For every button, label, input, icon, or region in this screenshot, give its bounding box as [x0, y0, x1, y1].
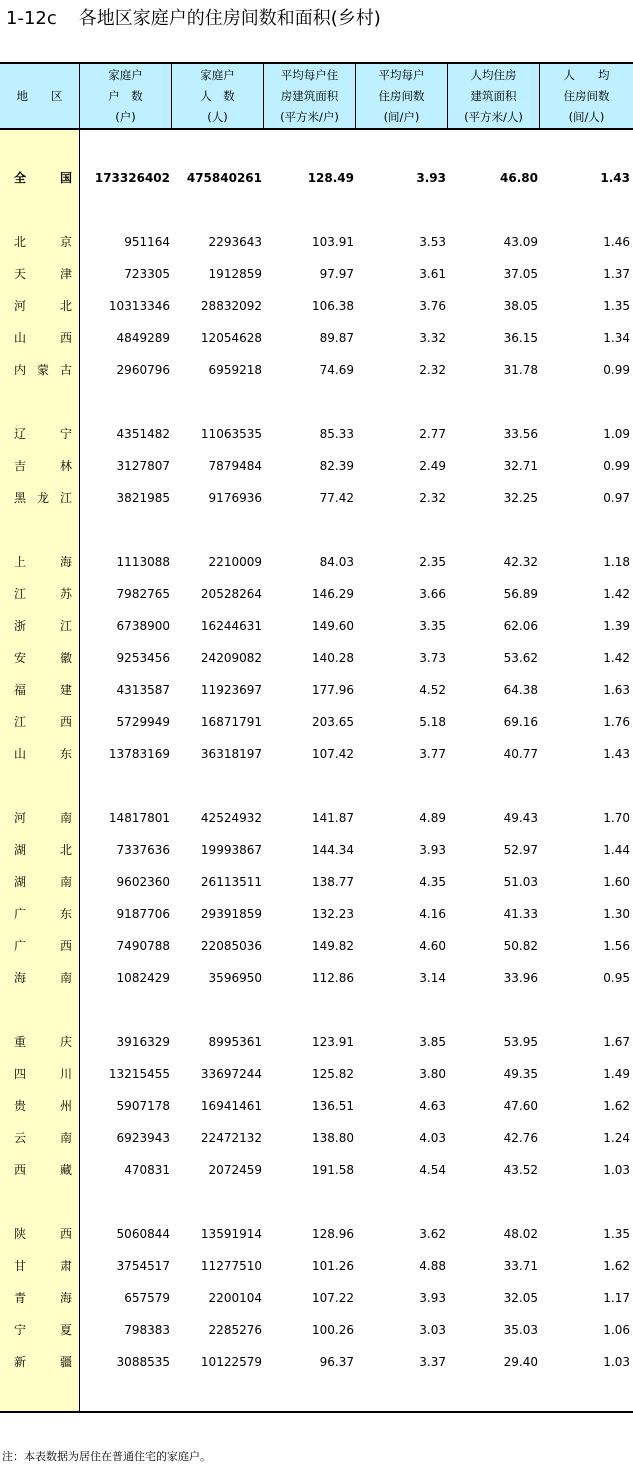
table-row	[0, 866, 633, 898]
households-cell: 13215455	[108, 1067, 170, 1081]
area-per-person-cell: 31.78	[503, 363, 538, 377]
region-name: 浙江	[14, 619, 72, 633]
table-row	[0, 578, 633, 610]
header-region: 地 区	[0, 64, 80, 128]
rooms-per-household-cell: 3.53	[419, 235, 446, 249]
rooms-per-person-cell: 1.37	[603, 267, 630, 281]
area-per-household-cell: 177.96	[312, 683, 354, 697]
region-name: 内蒙古	[14, 363, 72, 377]
area-per-household-cell: 128.96	[312, 1227, 354, 1241]
rooms-per-household-cell: 3.93	[416, 171, 446, 185]
households-cell: 9253456	[116, 651, 170, 665]
region-name: 西藏	[14, 1163, 72, 1177]
persons-cell: 28832092	[200, 299, 262, 313]
area-per-person-cell: 53.62	[503, 651, 538, 665]
rooms-per-person-cell: 1.06	[603, 1323, 630, 1337]
persons-cell: 10122579	[200, 1355, 262, 1369]
area-per-household-cell: 146.29	[312, 587, 354, 601]
persons-cell: 2285276	[208, 1323, 262, 1337]
table-row	[0, 1218, 633, 1250]
table-row	[0, 802, 633, 834]
area-per-household-cell: 107.22	[312, 1291, 354, 1305]
table-header	[0, 62, 633, 130]
region-name: 广东	[14, 907, 72, 921]
rooms-per-household-cell: 3.66	[419, 587, 446, 601]
rooms-per-person-cell: 1.43	[600, 171, 630, 185]
table-row	[0, 1058, 633, 1090]
rooms-per-household-cell: 2.49	[419, 459, 446, 473]
area-per-household-cell: 112.86	[312, 971, 354, 985]
persons-cell: 2200104	[208, 1291, 262, 1305]
rooms-per-household-cell: 3.32	[419, 331, 446, 345]
region-name: 黑龙江	[14, 491, 72, 505]
rooms-per-household-cell: 4.60	[419, 939, 446, 953]
region-name: 湖南	[14, 875, 72, 889]
households-cell: 723305	[124, 267, 170, 281]
area-per-person-cell: 47.60	[503, 1099, 538, 1113]
table-row	[0, 834, 633, 866]
persons-cell: 22085036	[200, 939, 262, 953]
rooms-per-person-cell: 0.99	[603, 363, 630, 377]
area-per-household-cell: 141.87	[312, 811, 354, 825]
households-cell: 3127807	[116, 459, 170, 473]
persons-cell: 3596950	[208, 971, 262, 985]
households-cell: 5060844	[116, 1227, 170, 1241]
rooms-per-household-cell: 3.93	[419, 843, 446, 857]
households-cell: 798383	[124, 1323, 170, 1337]
area-per-household-cell: 123.91	[312, 1035, 354, 1049]
table-row	[0, 1250, 633, 1282]
persons-cell: 20528264	[200, 587, 262, 601]
rooms-per-household-cell: 2.77	[419, 427, 446, 441]
area-per-household-cell: 96.37	[319, 1355, 354, 1369]
persons-cell: 42524932	[200, 811, 262, 825]
persons-cell: 475840261	[186, 171, 262, 185]
table-body	[0, 130, 633, 1413]
households-cell: 7490788	[116, 939, 170, 953]
table-row	[0, 322, 633, 354]
rooms-per-household-cell: 4.88	[419, 1259, 446, 1273]
area-per-person-cell: 33.71	[503, 1259, 538, 1273]
households-cell: 9187706	[116, 907, 170, 921]
persons-cell: 1912859	[208, 267, 262, 281]
footnote: 注：本表数据为居住在普通住宅的家庭户。	[2, 1450, 211, 1463]
rooms-per-household-cell: 4.03	[419, 1131, 446, 1145]
region-name: 辽宁	[14, 427, 72, 441]
households-cell: 10313346	[108, 299, 170, 313]
region-name: 云南	[14, 1131, 72, 1145]
area-per-household-cell: 125.82	[312, 1067, 354, 1081]
rooms-per-person-cell: 1.76	[603, 715, 630, 729]
rooms-per-household-cell: 3.35	[419, 619, 446, 633]
rooms-per-household-cell: 3.85	[419, 1035, 446, 1049]
table-row	[0, 642, 633, 674]
persons-cell: 12054628	[200, 331, 262, 345]
area-per-household-cell: 103.91	[312, 235, 354, 249]
region-name: 广西	[14, 939, 72, 953]
rooms-per-person-cell: 1.62	[603, 1259, 630, 1273]
area-per-household-cell: 128.49	[307, 171, 354, 185]
persons-cell: 6959218	[208, 363, 262, 377]
rooms-per-household-cell: 4.54	[419, 1163, 446, 1177]
region-name: 四川	[14, 1067, 72, 1081]
rooms-per-household-cell: 2.32	[419, 491, 446, 505]
header-area-per-household: 平均每户住 房建筑面积 (平方米/户)	[264, 64, 356, 128]
rooms-per-person-cell: 1.18	[603, 555, 630, 569]
area-per-person-cell: 33.96	[503, 971, 538, 985]
rooms-per-person-cell: 1.49	[603, 1067, 630, 1081]
area-per-person-cell: 49.43	[503, 811, 538, 825]
households-cell: 3916329	[116, 1035, 170, 1049]
area-per-household-cell: 132.23	[312, 907, 354, 921]
region-name: 山西	[14, 331, 72, 345]
region-name: 上海	[14, 555, 72, 569]
area-per-person-cell: 56.89	[503, 587, 538, 601]
table-row	[0, 290, 633, 322]
area-per-household-cell: 85.33	[319, 427, 354, 441]
page-title	[6, 6, 381, 32]
households-cell: 3754517	[116, 1259, 170, 1273]
area-per-person-cell: 32.25	[503, 491, 538, 505]
rooms-per-person-cell: 1.24	[603, 1131, 630, 1145]
persons-cell: 29391859	[200, 907, 262, 921]
region-name: 北京	[14, 235, 72, 249]
households-cell: 173326402	[94, 171, 170, 185]
rooms-per-household-cell: 3.37	[419, 1355, 446, 1369]
rooms-per-person-cell: 1.60	[603, 875, 630, 889]
households-cell: 951164	[124, 235, 170, 249]
table-row-total	[0, 162, 633, 194]
area-per-household-cell: 74.69	[319, 363, 354, 377]
area-per-person-cell: 69.16	[503, 715, 538, 729]
region-name: 湖北	[14, 843, 72, 857]
table-row	[0, 898, 633, 930]
rooms-per-person-cell: 1.35	[603, 299, 630, 313]
table-row	[0, 546, 633, 578]
region-name: 青海	[14, 1291, 72, 1305]
rooms-per-household-cell: 3.76	[419, 299, 446, 313]
persons-cell: 16871791	[200, 715, 262, 729]
persons-cell: 26113511	[200, 875, 262, 889]
area-per-household-cell: 82.39	[319, 459, 354, 473]
area-per-household-cell: 138.77	[312, 875, 354, 889]
persons-cell: 36318197	[200, 747, 262, 761]
area-per-household-cell: 140.28	[312, 651, 354, 665]
area-per-person-cell: 43.52	[503, 1163, 538, 1177]
rooms-per-household-cell: 3.73	[419, 651, 446, 665]
rooms-per-person-cell: 1.67	[603, 1035, 630, 1049]
area-per-household-cell: 101.26	[312, 1259, 354, 1273]
table-title: 各地区家庭户的住房间数和面积(乡村)	[78, 8, 381, 29]
region-name: 宁夏	[14, 1323, 72, 1337]
area-per-person-cell: 36.15	[503, 331, 538, 345]
area-per-person-cell: 51.03	[503, 875, 538, 889]
households-cell: 1113088	[116, 555, 170, 569]
table-row	[0, 1346, 633, 1378]
table-row	[0, 482, 633, 514]
area-per-person-cell: 50.82	[503, 939, 538, 953]
area-per-person-cell: 42.76	[503, 1131, 538, 1145]
households-cell: 14817801	[108, 811, 170, 825]
households-cell: 3088535	[116, 1355, 170, 1369]
persons-cell: 7879484	[208, 459, 262, 473]
header-households: 家庭户 户 数 (户)	[80, 64, 172, 128]
area-per-household-cell: 107.42	[312, 747, 354, 761]
households-cell: 6923943	[116, 1131, 170, 1145]
area-per-person-cell: 40.77	[503, 747, 538, 761]
region-name: 河北	[14, 299, 72, 313]
rooms-per-household-cell: 4.52	[419, 683, 446, 697]
region-name: 天津	[14, 267, 72, 281]
rooms-per-person-cell: 1.39	[603, 619, 630, 633]
area-per-household-cell: 203.65	[312, 715, 354, 729]
rooms-per-person-cell: 1.46	[603, 235, 630, 249]
rooms-per-household-cell: 3.77	[419, 747, 446, 761]
region-name: 全国	[14, 171, 72, 185]
region-name: 陕西	[14, 1227, 72, 1241]
region-name: 江西	[14, 715, 72, 729]
rooms-per-household-cell: 3.62	[419, 1227, 446, 1241]
persons-cell: 8995361	[208, 1035, 262, 1049]
rooms-per-person-cell: 1.30	[603, 907, 630, 921]
area-per-person-cell: 48.02	[503, 1227, 538, 1241]
persons-cell: 2293643	[208, 235, 262, 249]
area-per-household-cell: 106.38	[312, 299, 354, 313]
rooms-per-household-cell: 3.93	[419, 1291, 446, 1305]
table-row	[0, 1154, 633, 1186]
area-per-person-cell: 42.32	[503, 555, 538, 569]
area-per-household-cell: 136.51	[312, 1099, 354, 1113]
table-row	[0, 930, 633, 962]
persons-cell: 9176936	[208, 491, 262, 505]
rooms-per-household-cell: 2.35	[419, 555, 446, 569]
persons-cell: 33697244	[200, 1067, 262, 1081]
households-cell: 5907178	[116, 1099, 170, 1113]
table-row	[0, 738, 633, 770]
rooms-per-person-cell: 1.56	[603, 939, 630, 953]
table-row	[0, 354, 633, 386]
header-rooms-per-household: 平均每户 住房间数 (间/户)	[356, 64, 448, 128]
region-name: 山东	[14, 747, 72, 761]
table-row	[0, 1026, 633, 1058]
area-per-person-cell: 43.09	[503, 235, 538, 249]
area-per-person-cell: 46.80	[500, 171, 538, 185]
persons-cell: 24209082	[200, 651, 262, 665]
table-row	[0, 418, 633, 450]
table-row	[0, 258, 633, 290]
header-area-per-person: 人均住房 建筑面积 (平方米/人)	[448, 64, 540, 128]
header-rooms-per-person: 人 均 住房间数 (间/人)	[563, 67, 610, 124]
households-cell: 470831	[124, 1163, 170, 1177]
persons-cell: 16941461	[200, 1099, 262, 1113]
households-cell: 6738900	[116, 619, 170, 633]
persons-cell: 11277510	[200, 1259, 262, 1273]
region-name: 吉林	[14, 459, 72, 473]
table-row	[0, 1090, 633, 1122]
rooms-per-person-cell: 1.62	[603, 1099, 630, 1113]
area-per-household-cell: 77.42	[319, 491, 354, 505]
table-number: 1-12c	[6, 8, 57, 29]
households-cell: 2960796	[116, 363, 170, 377]
rooms-per-person-cell: 0.97	[603, 491, 630, 505]
households-cell: 9602360	[116, 875, 170, 889]
area-per-person-cell: 64.38	[503, 683, 538, 697]
region-name: 甘肃	[14, 1259, 72, 1273]
households-cell: 13783169	[108, 747, 170, 761]
area-per-household-cell: 97.97	[319, 267, 354, 281]
households-cell: 4351482	[116, 427, 170, 441]
rooms-per-person-cell: 1.70	[603, 811, 630, 825]
table-row	[0, 962, 633, 994]
table-row	[0, 1314, 633, 1346]
area-per-household-cell: 149.60	[312, 619, 354, 633]
persons-cell: 2072459	[208, 1163, 262, 1177]
region-name: 河南	[14, 811, 72, 825]
rooms-per-person-cell: 1.03	[603, 1163, 630, 1177]
table-row	[0, 674, 633, 706]
area-per-household-cell: 144.34	[312, 843, 354, 857]
region-name: 重庆	[14, 1035, 72, 1049]
households-cell: 1082429	[116, 971, 170, 985]
persons-cell: 13591914	[200, 1227, 262, 1241]
rooms-per-household-cell: 4.63	[419, 1099, 446, 1113]
area-per-person-cell: 41.33	[503, 907, 538, 921]
area-per-person-cell: 62.06	[503, 619, 538, 633]
rooms-per-person-cell: 1.42	[603, 651, 630, 665]
region-name: 安徽	[14, 651, 72, 665]
rooms-per-person-cell: 1.17	[603, 1291, 630, 1305]
area-per-household-cell: 84.03	[319, 555, 354, 569]
area-per-person-cell: 32.71	[503, 459, 538, 473]
table-row	[0, 226, 633, 258]
persons-cell: 11923697	[200, 683, 262, 697]
area-per-person-cell: 52.97	[503, 843, 538, 857]
table-row	[0, 1122, 633, 1154]
area-per-household-cell: 100.26	[312, 1323, 354, 1337]
rooms-per-household-cell: 4.35	[419, 875, 446, 889]
rooms-per-person-cell: 1.03	[603, 1355, 630, 1369]
area-per-person-cell: 38.05	[503, 299, 538, 313]
rooms-per-person-cell: 1.34	[603, 331, 630, 345]
area-per-household-cell: 89.87	[319, 331, 354, 345]
rooms-per-household-cell: 3.14	[419, 971, 446, 985]
table-row	[0, 706, 633, 738]
rooms-per-person-cell: 1.63	[603, 683, 630, 697]
households-cell: 4313587	[116, 683, 170, 697]
region-name: 福建	[14, 683, 72, 697]
households-cell: 3821985	[116, 491, 170, 505]
persons-cell: 11063535	[200, 427, 262, 441]
rooms-per-person-cell: 1.43	[603, 747, 630, 761]
rooms-per-household-cell: 5.18	[419, 715, 446, 729]
area-per-household-cell: 138.80	[312, 1131, 354, 1145]
area-per-person-cell: 32.05	[503, 1291, 538, 1305]
households-cell: 7982765	[116, 587, 170, 601]
region-name: 江苏	[14, 587, 72, 601]
persons-cell: 19993867	[200, 843, 262, 857]
area-per-person-cell: 33.56	[503, 427, 538, 441]
header-persons: 家庭户 人 数 (人)	[172, 64, 264, 128]
rooms-per-household-cell: 4.89	[419, 811, 446, 825]
rooms-per-person-cell: 1.09	[603, 427, 630, 441]
table-row	[0, 1282, 633, 1314]
rooms-per-person-cell: 1.35	[603, 1227, 630, 1241]
rooms-per-person-cell: 1.42	[603, 587, 630, 601]
rooms-per-household-cell: 4.16	[419, 907, 446, 921]
households-cell: 4849289	[116, 331, 170, 345]
table-row	[0, 450, 633, 482]
area-per-person-cell: 29.40	[503, 1355, 538, 1369]
rooms-per-household-cell: 3.03	[419, 1323, 446, 1337]
area-per-person-cell: 49.35	[503, 1067, 538, 1081]
households-cell: 7337636	[116, 843, 170, 857]
persons-cell: 22472132	[200, 1131, 262, 1145]
persons-cell: 2210009	[208, 555, 262, 569]
rooms-per-person-cell: 1.44	[603, 843, 630, 857]
rooms-per-household-cell: 3.80	[419, 1067, 446, 1081]
rooms-per-household-cell: 2.32	[419, 363, 446, 377]
area-per-person-cell: 53.95	[503, 1035, 538, 1049]
households-cell: 657579	[124, 1291, 170, 1305]
rooms-per-household-cell: 3.61	[419, 267, 446, 281]
region-name: 新疆	[14, 1355, 72, 1369]
region-name: 海南	[14, 971, 72, 985]
area-per-household-cell: 149.82	[312, 939, 354, 953]
rooms-per-person-cell: 0.95	[603, 971, 630, 985]
region-name: 贵州	[14, 1099, 72, 1113]
households-cell: 5729949	[116, 715, 170, 729]
table-row	[0, 610, 633, 642]
area-per-household-cell: 191.58	[312, 1163, 354, 1177]
persons-cell: 16244631	[200, 619, 262, 633]
rooms-per-person-cell: 0.99	[603, 459, 630, 473]
area-per-person-cell: 37.05	[503, 267, 538, 281]
area-per-person-cell: 35.03	[503, 1323, 538, 1337]
